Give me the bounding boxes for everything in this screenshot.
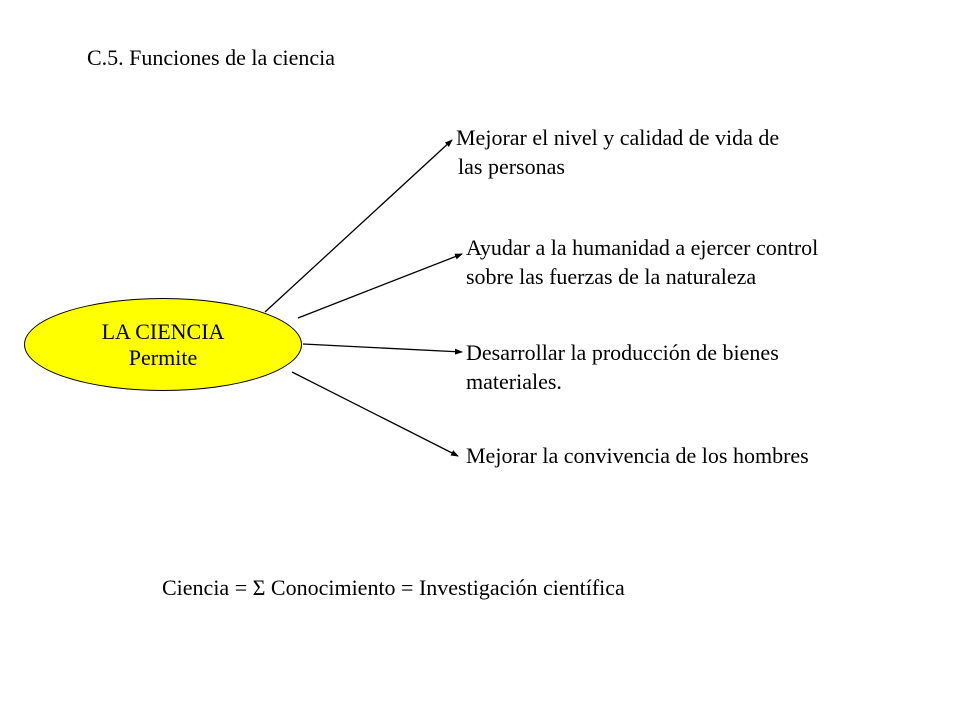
arrow-to-branch-2 xyxy=(298,254,462,318)
branch-3 xyxy=(466,338,779,396)
arrow-to-branch-3 xyxy=(303,344,462,352)
branch-1 xyxy=(456,123,779,181)
science-formula: Ciencia = Σ Conocimiento = Investigación científica xyxy=(162,575,625,600)
center-node-ellipse xyxy=(24,298,302,391)
arrow-to-branch-1 xyxy=(265,140,452,312)
slide-title: C.5. Funciones de la ciencia xyxy=(87,45,336,70)
branch-3-line1: Desarrollar la producción de bienes xyxy=(466,340,779,365)
branch-4 xyxy=(466,441,809,470)
branch-2 xyxy=(466,233,818,291)
branch-1-line2: las personas xyxy=(458,154,565,179)
branch-3-line2: materiales. xyxy=(466,369,562,394)
center-node-line1: LA CIENCIA xyxy=(101,318,225,344)
arrow-to-branch-4 xyxy=(292,372,458,456)
branch-4-line1: Mejorar la convivencia de los hombres xyxy=(466,443,809,468)
branch-2-line1: Ayudar a la humanidad a ejercer control xyxy=(466,235,819,260)
center-node-line2: Permite xyxy=(128,344,198,370)
branch-1-line1: Mejorar el nivel y calidad de vida de xyxy=(456,125,780,150)
branch-2-line2: sobre las fuerzas de la naturaleza xyxy=(466,264,757,289)
